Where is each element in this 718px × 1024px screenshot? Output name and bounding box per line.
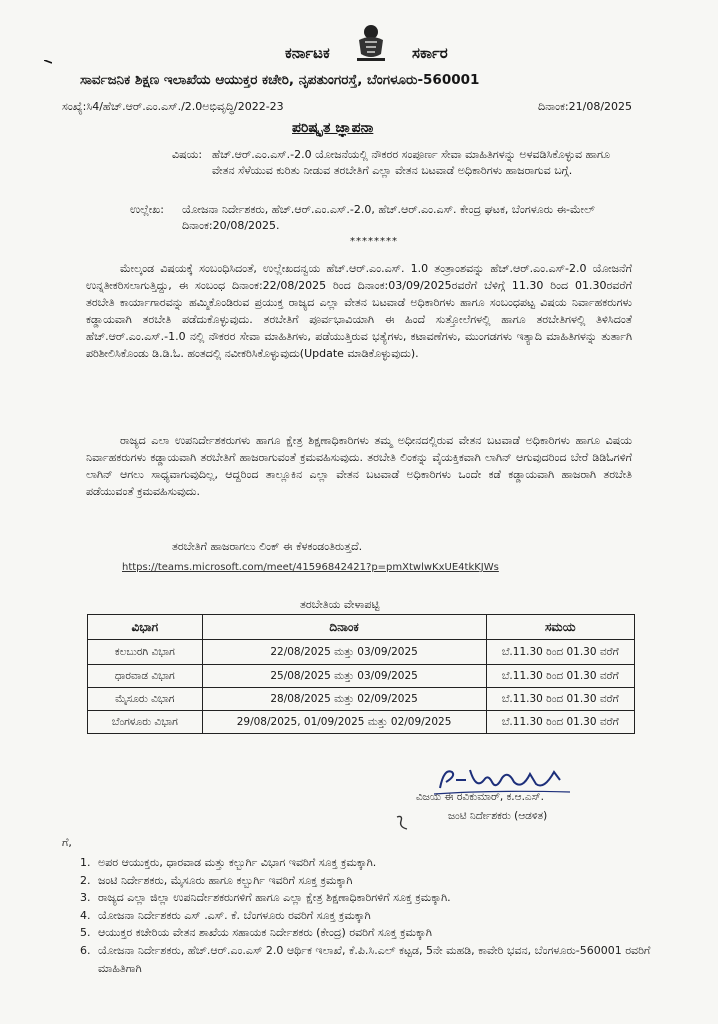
time-cell: ಬೆ.11.30 ರಿಂದ 01.30 ವರೆಗೆ — [486, 688, 634, 711]
header-government: ಸರ್ಕಾರ — [412, 44, 448, 62]
stray-mark-icon — [44, 60, 52, 64]
date-cell: 28/08/2025 ಮತ್ತು 02/09/2025 — [202, 688, 486, 711]
division-cell: ಬೆಂಗಳೂರು ವಿಭಾಗ — [88, 711, 203, 734]
subject-block — [172, 147, 612, 179]
signatory-name: ವಿಜಯ ಈ ರವಿಕುಮಾರ್, ಕ.ಆ.ಎಸ್. — [416, 791, 544, 803]
recipients-label: ಗೆ, — [62, 836, 72, 849]
table-row — [88, 688, 635, 711]
document-title: ಪರಿಷ್ಕೃತ ಜ್ಞಾಪನಾ — [292, 120, 374, 136]
header-time: ಸಮಯ — [486, 615, 634, 640]
table-row — [88, 640, 635, 665]
reference-label: ಉಲ್ಲೇಖ: — [130, 203, 164, 216]
schedule-caption: ತರಬೇತಿಯ ವೇಳಾಪಟ್ಟಿ — [300, 598, 380, 611]
separator: ******** — [350, 236, 398, 247]
division-cell: ಕಲಬುರಗಿ ವಿಭಾಗ — [88, 640, 203, 665]
list-item: 6. ಯೋಜನಾ ನಿರ್ದೇಶಕರು, ಹೆಚ್.ಆರ್.ಎಂ.ಎಸ್ 2.0 ಆರ್ಥಿಕ ಇಲಾಖೆ, ಕೆ.ಪಿ.ಸಿ.ಎಲ್ ಕಟ್ಟಡ, 5ನೇ ಮಹಡಿ, ಕಾವೇರಿ ಭವನ, ಬೆಂಗಳೂರು-560001 ರವರಿಗೆ ಮಾಹಿತಿಗಾಗಿ — [94, 942, 694, 977]
time-cell: ಬೆ.11.30 ರಿಂದ 01.30 ವರೆಗೆ — [486, 665, 634, 688]
subject-label: ವಿಷಯ: — [172, 148, 203, 161]
reference-text: ಯೋಜನಾ ನಿರ್ದೇಶಕರು, ಹೆಚ್.ಆರ್.ಎಂ.ಎಸ್.-2.0, ಹೆಚ್.ಆರ್.ಎಂ.ಎಸ್. ಕೇಂದ್ರ ಘಟಕ, ಬೆಂಗಳೂರು ಈ-ಮೇಲ್ ದಿನಾಂಕ:20/08/2025. — [182, 203, 595, 232]
header-division: ವಿಭಾಗ — [88, 615, 203, 640]
reference-number: ಸಂಖ್ಯೆ:ಸಿ4/ಹೆಚ್.ಆರ್.ಎಂ.ಎಸ್./2.0ಅಭಿವೃದ್ಧಿ/2022-23 — [62, 100, 284, 113]
division-cell: ಮೈಸೂರು ವಿಭಾಗ — [88, 688, 203, 711]
list-item: 5. ಆಯುಕ್ತರ ಕಚೇರಿಯ ವೇತನ ಶಾಖೆಯ ಸಹಾಯಕ ನಿರ್ದೇಶಕರು (ಕೇಂದ್ರ) ರವರಿಗೆ ಸೂಕ್ತ ಕ್ರಮಕ್ಕಾಗಿ — [94, 924, 694, 942]
subject-text: ಹೆಚ್.ಆರ್.ಎಂ.ಎಸ್.-2.0 ಯೋಜನೆಯಲ್ಲಿ ನೌಕರರ ಸಂಪೂರ್ಣ ಸೇವಾ ಮಾಹಿತಿಗಳನ್ನು ಅಳವಡಿಸಿಕೊಳ್ಳುವ ಹಾಗೂ ವೇತನ ಸೆಳೆಯುವ ಕುರಿತು ನೀಡುವ ತರಬೇತಿಗೆ ಎಲ್ಲಾ ವೇತನ ಬಟವಾಡೆ ಅಧಿಕಾರಿಗಳು ಹಾಜರಾಗುವ ಬಗ್ಗೆ. — [212, 148, 610, 177]
date-cell: 25/08/2025 ಮತ್ತು 03/09/2025 — [202, 665, 486, 688]
link-intro: ತರಬೇತಿಗೆ ಹಾಜರಾಗಲು ಲಿಂಕ್ ಈ ಕೆಳಕಂಡಂತಿರುತ್ತದೆ. — [172, 540, 363, 553]
issue-date: ದಿನಾಂಕ:21/08/2025 — [538, 100, 633, 113]
list-item: 1. ಅಪರ ಆಯುಕ್ತರು, ಧಾರವಾಡ ಮತ್ತು ಕಲ್ಬುರ್ಗಿ ವಿಭಾಗ ಇವರಿಗೆ ಸೂಕ್ತ ಕ್ರಮಕ್ಕಾಗಿ. — [94, 854, 694, 872]
department-address: ಸಾರ್ವಜನಿಕ ಶಿಕ್ಷಣ ಇಲಾಖೆಯ ಆಯುಕ್ತರ ಕಚೇರಿ, ನೃಪತುಂಗರಸ್ತೆ, ಬೆಂಗಳೂರು-560001 — [80, 72, 480, 88]
body-paragraph-1: ಮೇಲ್ಕಂಡ ವಿಷಯಕ್ಕೆ ಸಂಬಂಧಿಸಿದಂತೆ, ಉಲ್ಲೇಖದನ್ವಯ ಹೆಚ್.ಆರ್.ಎಂ.ಎಸ್. 1.0 ತಂತ್ರಾಂಶವನ್ನು ಹೆಚ್.ಆರ್.ಎಂ.ಎಸ್-2.0 ಯೋಜನೆಗೆ ಉನ್ನತೀಕರಿಸಲಾಗುತ್ತಿದ್ದು, ಈ ಸಂಬಂಧ ದಿನಾಂಕ:22/08/2025 ರಿಂದ ದಿನಾಂಕ:03/09/2025ರವರೆಗೆ ಬೆಳಿಗ್ಗೆ 11.30 ರಿಂದ 01.30ರವರೆಗೆ ತರಬೇತಿ ಕಾರ್ಯಾಗಾರವನ್ನು ಹಮ್ಮಿಕೊಂಡಿರುವ ಪ್ರಯುಕ್ತ ರಾಜ್ಯದ ಎಲ್ಲಾ ವೇತನ ಬಟವಾಡೆ ಅಧಿಕಾರಿಗಳು ಹಾಗೂ ಸಂಬಂಧಪಟ್ಟ ವಿಷಯ ನಿರ್ವಾಹಕರುಗಳು ಕಡ್ಡಾಯವಾಗಿ ತರಬೇತಿ ಪಡೆದುಕೊಳ್ಳುವುದು. ತರಬೇತಿಗೆ ಪೂರ್ವಭಾವಿಯಾಗಿ ಈ ಹಿಂದೆ ಸುತ್ತೋಲೆಗಳಲ್ಲಿ ಹಾಗೂ ತರಬೇತಿಗಳಲ್ಲಿ ತಿಳಿಸಿದಂತೆ ಹೆಚ್.ಆರ್.ಎಂ.ಎಸ್.-1.0 ನಲ್ಲಿ ನೌಕರರ ಸೇವಾ ಮಾಹಿತಿಗಳು, ಪಡೆಯುತ್ತಿರುವ ಭತ್ಯೆಗಳು, ಕಟಾವಣೆಗಳು, ಮುಂಗಡಗಳು ಇತ್ಯಾದಿ ಮಾಹಿತಿಗಳನ್ನು ತುರ್ತಾಗಿ ಪರಿಶೀಲಿಸಿಕೊಂಡು ಡಿ.ಡಿ.ಓ. ಹಂತದಲ್ಲಿ ನವೀಕರಿಸಿಕೊಳ್ಳುವುದು(Update ಮಾಡಿಕೊಳ್ಳುವುದು). — [86, 262, 632, 360]
header-state: ಕರ್ನಾಟಕ — [285, 44, 330, 62]
date-cell: 22/08/2025 ಮತ್ತು 03/09/2025 — [202, 640, 486, 665]
initial-mark-icon — [395, 813, 409, 831]
schedule-table — [87, 614, 635, 734]
training-link[interactable]: https://teams.microsoft.com/meet/41596842421?p=pmXtwlwKxUE4tkKJWs — [122, 562, 499, 573]
signatory-designation: ಜಂಟಿ ನಿರ್ದೇಶಕರು (ಆಡಳಿತ) — [448, 810, 548, 822]
table-row — [88, 711, 635, 734]
body-paragraph-2: ರಾಜ್ಯದ ಎಲಾ ಉಪನಿರ್ದೇಶಕರುಗಳು ಹಾಗೂ ಕ್ಷೇತ್ರ ಶಿಕ್ಷಣಾಧಿಕಾರಿಗಳು ತಮ್ಮ ಅಧೀನದಲ್ಲಿರುವ ವೇತನ ಬಟವಾಡೆ ಅಧಿಕಾರಿಗಳು ಹಾಗೂ ವಿಷಯ ನಿರ್ವಾಹಕರುಗಳು ಕಡ್ಡಾಯವಾಗಿ ತರಬೇತಿಗೆ ಹಾಜರಾಗುವಂತೆ ಕ್ರಮವಹಿಸುವುದು. ತರಬೇತಿ ಲಿಂಕನ್ನು ವೈಯಕ್ತಿಕವಾಗಿ ಲಾಗಿನ್ ಆಗುವುದರಿಂದ ಬೇರೆ ಡಿಡಿಓಗಳಿಗೆ ಲಾಗಿನ್ ಆಗಲು ಸಾಧ್ಯವಾಗುವುದಿಲ್ಲ, ಆದ್ದರಿಂದ ತಾಲ್ಲೂಕಿನ ಎಲ್ಲಾ ವೇತನ ಬಟವಾಡೆ ಅಧಿಕಾರಿಗಳು ಒಂದೇ ಕಡೆ ಕಡ್ಡಾಯವಾಗಿ ಹಾಜರಾಗಿ ತರಬೇತಿ ಪಡೆಯುವಂತೆ ಕ್ರಮವಹಿಸುವುದು. — [86, 434, 632, 498]
division-cell: ಧಾರವಾಡ ವಿಭಾಗ — [88, 665, 203, 688]
header-date: ದಿನಾಂಕ — [202, 615, 486, 640]
date-cell: 29/08/2025, 01/09/2025 ಮತ್ತು 02/09/2025 — [202, 711, 486, 734]
time-cell: ಬೆ.11.30 ರಿಂದ 01.30 ವರೆಗೆ — [486, 711, 634, 734]
reference-block — [130, 202, 630, 234]
time-cell: ಬೆ.11.30 ರಿಂದ 01.30 ವರೆಗೆ — [486, 640, 634, 665]
copy-to-list — [68, 854, 694, 977]
table-row — [88, 665, 635, 688]
list-item: 4. ಯೋಜನಾ ನಿರ್ದೇಶಕರು ಎಸ್ .ಎಸ್. ಕೆ. ಬೆಂಗಳೂರು ರವರಿಗೆ ಸೂಕ್ತ ಕ್ರಮಕ್ಕಾಗಿ — [94, 907, 694, 925]
list-item: 2. ಜಂಟಿ ನಿರ್ದೇಶಕರು, ಮೈಸೂರು ಹಾಗೂ ಕಲ್ಬುರ್ಗಿ ಇವರಿಗೆ ಸೂಕ್ತ ಕ್ರಮಕ್ಕಾಗಿ — [94, 872, 694, 890]
karnataka-emblem-icon — [353, 20, 389, 62]
list-item: 3. ರಾಜ್ಯದ ಎಲ್ಲಾ ಜಿಲ್ಲಾ ಉಪನಿರ್ದೇಶಕರುಗಳಿಗೆ ಹಾಗೂ ಎಲ್ಲಾ ಕ್ಷೇತ್ರ ಶಿಕ್ಷಣಾಧಿಕಾರಿಗಳಿಗೆ ಸೂಕ್ತ ಕ್ರಮಕ್ಕಾಗಿ. — [94, 889, 694, 907]
table-header-row — [88, 615, 635, 640]
